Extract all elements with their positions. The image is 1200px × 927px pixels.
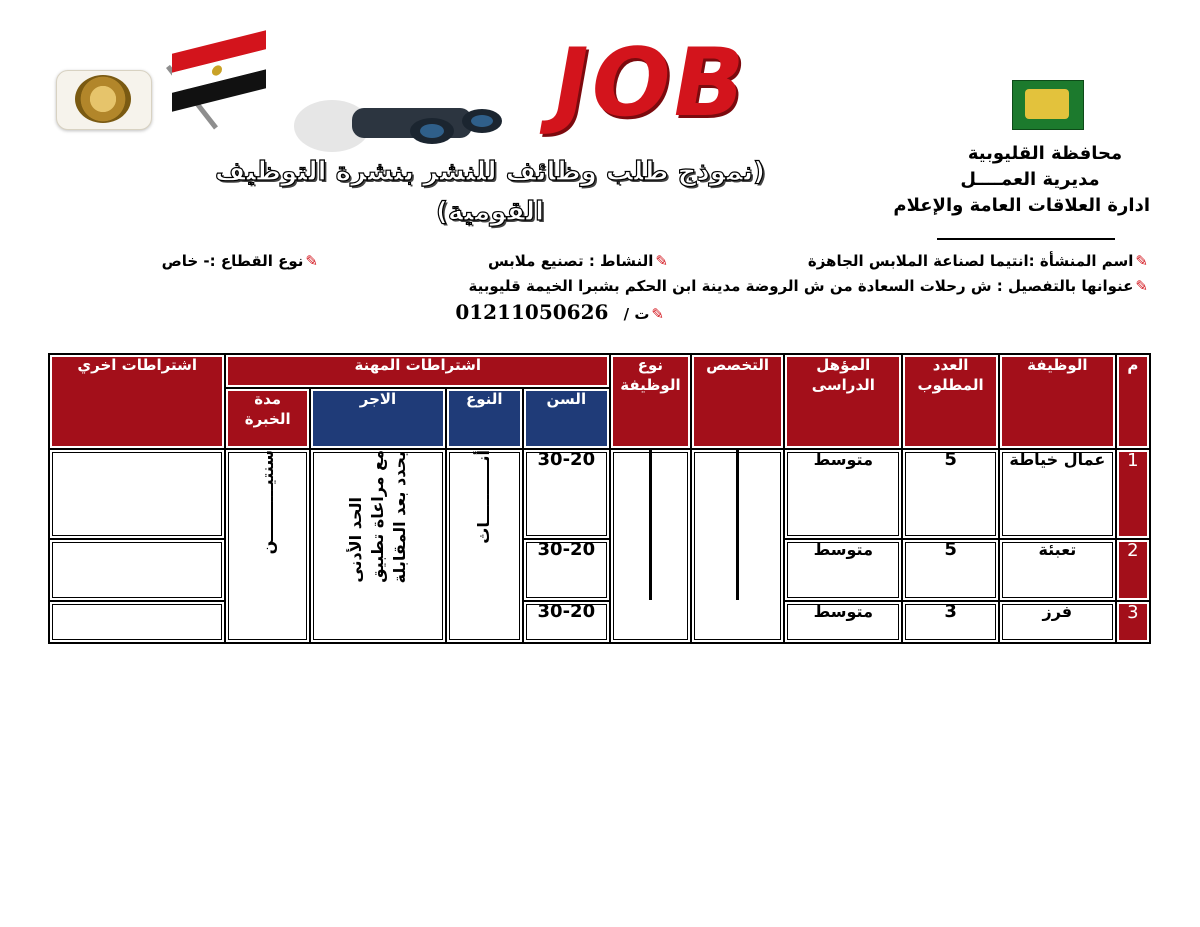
- form-title: (نموذج طلب وظائف للنشر بنشرة التوظيف القومية): [214, 157, 766, 227]
- job-requirements-table: [48, 353, 1151, 644]
- pen-icon: ✎: [651, 305, 664, 323]
- header-wage: الاجر: [310, 388, 446, 449]
- pen-icon: ✎: [305, 252, 318, 270]
- job-type-cell: [610, 449, 691, 643]
- header-qualification-line2: الدراسى: [811, 376, 875, 394]
- row-job: فرز: [999, 601, 1116, 643]
- governorate-logo-icon: [1012, 80, 1084, 130]
- establishment-text: اسم المنشأة :انتيما لصناعة الملابس الجاهزة: [807, 252, 1134, 270]
- header-experience-line1: مدة: [254, 390, 282, 409]
- row-index: 3: [1116, 601, 1150, 643]
- row-other-conditions: [49, 449, 225, 538]
- specialty-cell: [691, 449, 785, 643]
- activity-line: [488, 251, 668, 271]
- address-text: عنوانها بالتفصيل : ش رحلات السعادة من ش الروضة مدينة ابن الحكم بشبرا الخيمة قليوبية: [468, 277, 1134, 295]
- header-age: السن: [523, 388, 611, 449]
- table-row: [49, 449, 1150, 538]
- wage-cell: [310, 449, 446, 643]
- activity-text: النشاط : تصنيع ملابس: [487, 252, 654, 270]
- row-index: 1: [1116, 449, 1150, 538]
- directorate-name: مديرية العمــــل: [960, 169, 1100, 190]
- empty-marker-line: [736, 450, 739, 600]
- header-experience: [225, 388, 310, 449]
- row-other-conditions: [49, 601, 225, 643]
- row-count: 3: [902, 601, 999, 643]
- department-name: ادارة العلاقات العامة والإعلام: [893, 195, 1150, 216]
- wage-text-line1: يحدد بعد المقابلة: [389, 450, 409, 584]
- pen-icon: ✎: [1135, 277, 1148, 295]
- phone-line: [455, 302, 664, 324]
- address-line: [469, 276, 1149, 296]
- row-other-conditions: [49, 539, 225, 602]
- row-age: 30-20: [523, 539, 611, 602]
- establishment-line: [808, 251, 1148, 271]
- experience-cell: [225, 449, 310, 643]
- header-other-conditions: اشتراطات اخري: [49, 354, 225, 449]
- header-qualification: [784, 354, 902, 449]
- table-row: [49, 601, 1150, 643]
- row-qualification: متوسط: [784, 539, 902, 602]
- row-age: 30-20: [523, 601, 611, 643]
- governorate-name: محافظة القليوبية: [967, 143, 1123, 164]
- table-row: [49, 539, 1150, 602]
- header-index: م: [1116, 354, 1150, 449]
- pen-icon: ✎: [655, 252, 668, 270]
- header-job-type: [610, 354, 691, 449]
- row-index: 2: [1116, 539, 1150, 602]
- header-career-conditions: اشتراطات المهنة: [225, 354, 610, 388]
- job-banner-word: JOB: [544, 29, 756, 138]
- wage-text-line3: الحد الأدنى: [345, 497, 365, 584]
- gender-text: أنـــــــــــاث: [474, 450, 494, 545]
- header-divider: [937, 238, 1115, 240]
- header-specialty: التخصص: [691, 354, 785, 449]
- experience-text: سنتيــــــــــن: [257, 450, 277, 555]
- row-job: تعبئة: [999, 539, 1116, 602]
- pen-icon: ✎: [1135, 252, 1148, 270]
- row-qualification: متوسط: [784, 601, 902, 643]
- phone-prefix: ت /: [623, 305, 650, 323]
- row-qualification: متوسط: [784, 449, 902, 538]
- gender-cell: [446, 449, 523, 643]
- ministry-seal-icon: [75, 75, 131, 123]
- sector-line: [162, 251, 318, 271]
- header-count-line1: العدد: [932, 356, 969, 374]
- header-experience-line2: الخبرة: [244, 410, 291, 429]
- header-count-line2: المطلوب: [917, 376, 984, 394]
- header-qualification-line1: المؤهل: [816, 356, 871, 374]
- header-count: [902, 354, 999, 449]
- sector-text: نوع القطاع :- خاص: [161, 252, 304, 270]
- header-job: الوظيفة: [999, 354, 1116, 449]
- row-count: 5: [902, 449, 999, 538]
- phone-number: 01211050626: [455, 300, 609, 324]
- empty-marker-line: [649, 450, 652, 600]
- row-job: عمال خياطة: [999, 449, 1116, 538]
- row-age: 30-20: [523, 449, 611, 538]
- ministry-of-manpower-logo: [56, 70, 152, 130]
- wage-text-line2: مع مراعاة تطبيق: [367, 450, 387, 584]
- row-count: 5: [902, 539, 999, 602]
- egypt-flag-icon: [172, 30, 266, 111]
- header-job-type-line2: الوظيفة: [620, 376, 681, 394]
- header-gender: النوع: [446, 388, 523, 449]
- header-job-type-line1: نوع: [637, 356, 664, 374]
